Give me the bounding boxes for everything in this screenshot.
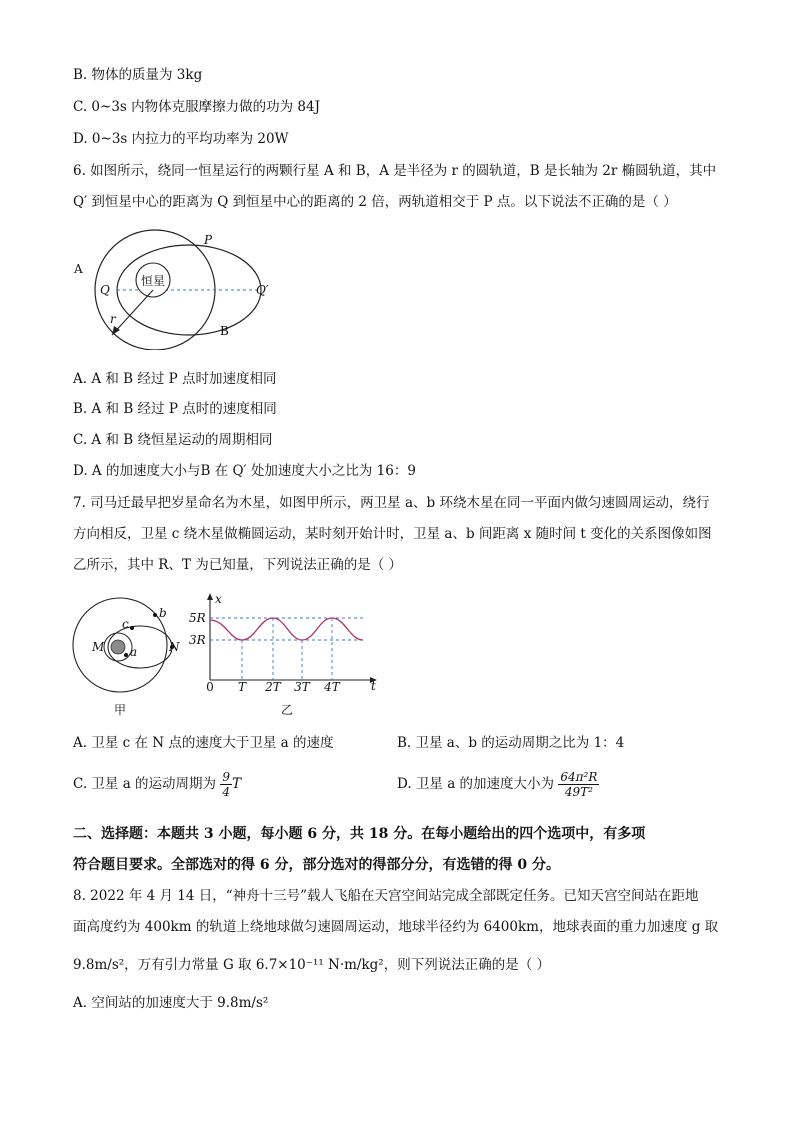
q6-option-b: B. A 和 B 经过 P 点时的速度相同: [73, 401, 277, 417]
q8-stem-line1: 8. 2022 年 4 月 14 日，“神舟十三号”载人飞船在天宫空间站完成全部既定任务。已知天宫空间站在距地: [73, 888, 699, 904]
q7-option-c-numerator: 9: [222, 770, 230, 784]
q5-option-b: B. 物体的质量为 3kg: [73, 67, 203, 83]
axis-x-label: x: [215, 592, 222, 606]
q7-option-a: A. 卫星 c 在 N 点的速度大于卫星 a 的速度: [73, 735, 334, 751]
q8-option-a: A. 空间站的加速度大于 9.8m/s²: [73, 995, 269, 1011]
q7-option-b: B. 卫星 a、b 的运动周期之比为 1：4: [397, 735, 625, 751]
label-m: M: [92, 640, 105, 654]
y-axis-arrow: [207, 593, 213, 600]
satellite-b-dot: [153, 613, 157, 617]
label-q-prime: Q′: [256, 283, 269, 297]
q6-option-c: C. A 和 B 绕恒星运动的周期相同: [73, 432, 273, 448]
q7-figure-jia: [68, 590, 193, 718]
q6-stem-line1: 6. 如图所示，绕同一恒星运行的两颗行星 A 和 B，A 是半径为 r 的圆轨道，B 是长轴为 2r 椭圆轨道，其中: [73, 163, 717, 179]
label-b: b: [159, 606, 167, 620]
q6-stem-line2: Q′ 到恒星中心的距离为 Q 到恒星中心的距离的 2 倍，两轨道相交于 P 点。以下说法不正确的是（ ）: [73, 194, 677, 210]
caption-yi: 乙: [280, 703, 294, 717]
tick-5r: 5R: [189, 611, 206, 625]
satellite-a-dot: [124, 653, 128, 657]
label-r: r: [110, 312, 116, 326]
tick-0: 0: [206, 680, 214, 694]
q6-orbit-figure: [70, 222, 290, 350]
jupiter-body: [111, 640, 125, 654]
satellite-c-dot: [130, 626, 134, 630]
star-label: 恒星: [140, 274, 166, 288]
q8-stem-line3: 9.8m/s²，万有引力常量 G 取 6.7×10⁻¹¹ N·m/kg²，则下列说法正确的是（ ）: [73, 957, 550, 973]
q6-option-a: A. A 和 B 经过 P 点时加速度相同: [73, 371, 277, 387]
q7-option-c-prefix: C. 卫星 a 的运动周期为: [73, 776, 217, 792]
q7-option-d-prefix: D. 卫星 a 的加速度大小为: [397, 776, 555, 792]
q7-option-c-denominator: 4: [222, 785, 230, 799]
q7-figure-yi: [185, 590, 385, 718]
q7-option-d: [397, 770, 599, 799]
q5-option-d: D. 0~3s 内拉力的平均功率为 20W: [73, 131, 289, 147]
q7-option-d-numerator: 64π²R: [560, 770, 598, 784]
q7-option-c: [73, 770, 241, 799]
label-p: P: [204, 233, 213, 247]
tick-3t: 3T: [294, 680, 310, 694]
label-c: c: [122, 617, 129, 631]
label-a: A: [74, 262, 83, 276]
tick-4t: 4T: [324, 680, 340, 694]
q8-stem-line2: 面高度约为 400km 的轨道上绕地球做匀速圆周运动，地球半径约为 6400km，地球表面的重力加速度 g 取: [73, 919, 719, 935]
label-n: N: [169, 640, 180, 654]
label-b: B: [220, 324, 229, 338]
q7-stem-line2: 方向相反，卫星 c 绕木星做椭圆运动，某时刻开始计时，卫星 a、b 间距离 x 随时间 t 变化的关系图像如图: [73, 526, 712, 542]
section2-heading-line2: 符合题目要求。全部选对的得 6 分，部分选对的得部分分，有选错的得 0 分。: [73, 857, 560, 873]
q7-stem-line1: 7. 司马迁最早把岁星命名为木星，如图甲所示，两卫星 a、b 环绕木星在同一平面内做匀速圆周运动，绕行: [73, 495, 710, 511]
q7-option-d-fraction: [558, 770, 599, 799]
section2-heading-line1: 二、选择题：本题共 3 小题，每小题 6 分，共 18 分。在每小题给出的四个选项中，有多项: [73, 826, 646, 842]
axis-t-label: t: [371, 679, 376, 693]
q6-option-d: D. A 的加速度大小与B 在 Q′ 处加速度大小之比为 16：9: [73, 463, 416, 479]
q7-stem-line3: 乙所示，其中 R、T 为已知量，下列说法正确的是（ ）: [73, 557, 403, 573]
distance-curve: [210, 618, 363, 640]
tick-2t: 2T: [265, 680, 281, 694]
label-q: Q: [100, 283, 110, 297]
q7-option-c-suffix: T: [232, 776, 242, 792]
q7-option-d-denominator: 49T²: [564, 785, 593, 799]
caption-jia: 甲: [113, 703, 127, 717]
tick-t: T: [237, 680, 247, 694]
tick-3r: 3R: [189, 633, 206, 647]
q5-option-c: C. 0~3s 内物体克服摩擦力做的功为 84J: [73, 99, 321, 115]
q7-option-c-fraction: [220, 770, 232, 799]
label-a: a: [130, 645, 138, 659]
